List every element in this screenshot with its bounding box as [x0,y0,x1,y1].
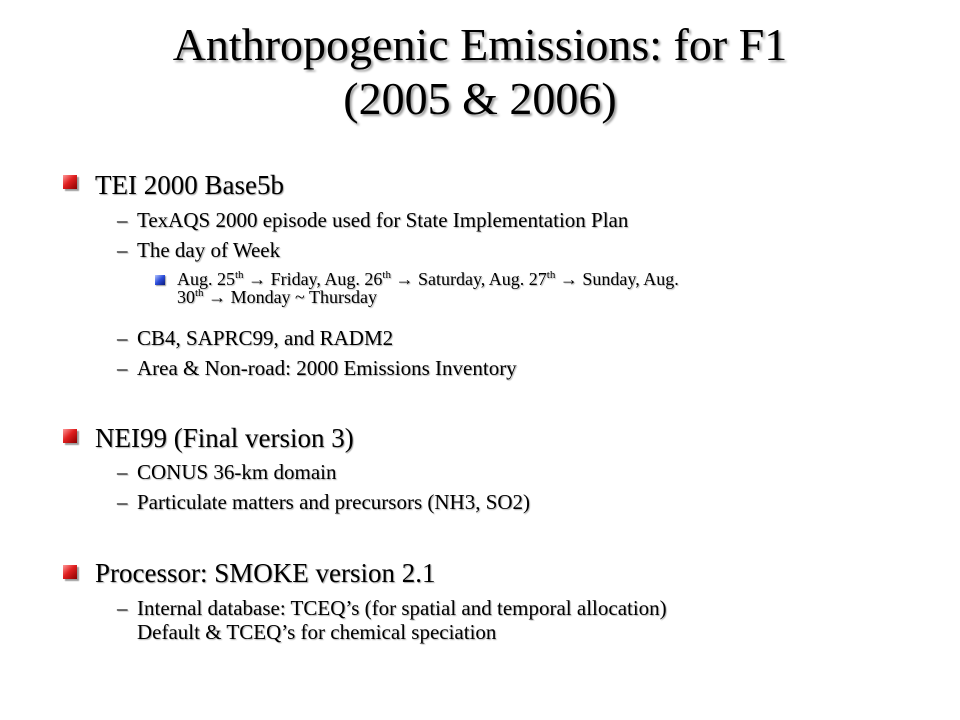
list-item: – CONUS 36-km domain [117,460,337,484]
slide-title [0,18,960,126]
bullet-icon [63,175,77,189]
section-heading-nei99: NEI99 (Final version 3) [95,423,354,453]
list-item: – The day of Week [117,238,281,262]
section-heading-processor: Processor: SMOKE version 2.1 [95,558,436,588]
list-item: – TexAQS 2000 episode used for State Implementation Plan [117,208,629,232]
list-item: – Area & Non-road: 2000 Emissions Inventory [117,356,517,380]
week-mapping-line-1: Aug. 25th → Friday, Aug. 26th → Saturday, Aug. 27th → Sunday, Aug. [177,269,679,289]
section-heading-tei: TEI 2000 Base5b [95,170,284,200]
week-mapping-line-2: 30th → Monday ~ Thursday [177,287,377,307]
list-item: – Particulate matters and precursors (NH3, SO2) [117,490,531,514]
bullet-icon [63,565,77,579]
slide-title-line-1: Anthropogenic Emissions: for F1 [172,19,788,70]
slide-title-line-2: (2005 & 2006) [343,73,617,124]
list-item: – Internal database: TCEQ’s (for spatial and temporal allocation) [117,596,667,620]
list-item: – CB4, SAPRC99, and RADM2 [117,326,394,350]
sub-bullet-icon [155,275,165,285]
list-item-continuation: Default & TCEQ’s for chemical speciation [137,620,497,644]
bullet-icon [63,429,77,443]
